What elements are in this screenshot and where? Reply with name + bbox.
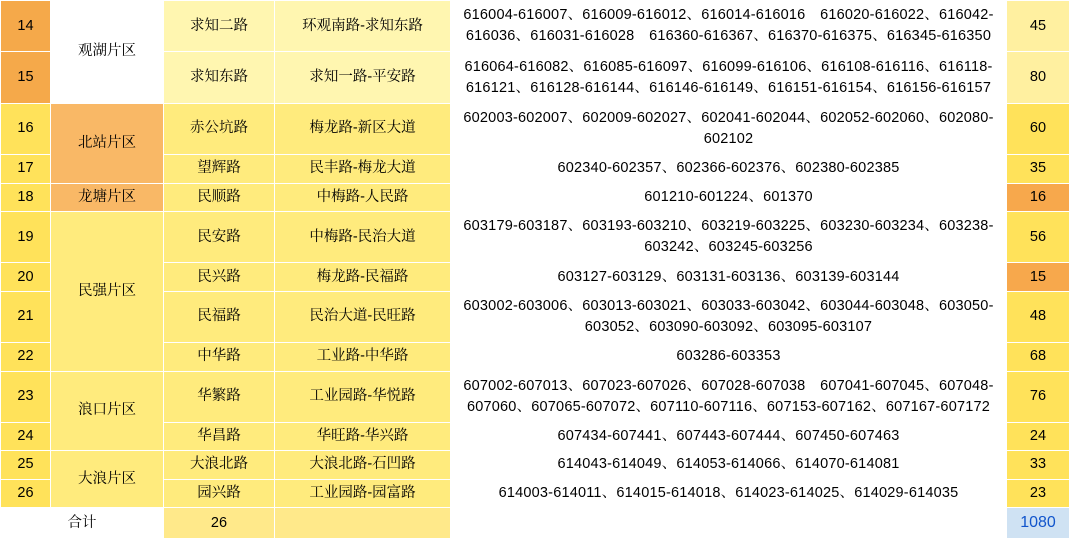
number-range: 607002-607013、607023-607026、607028-607038 607041-607045、607048-607060、607065-607072、607110-607116、607153-607162、607167-607172 <box>451 371 1007 422</box>
table-row <box>1 183 1069 211</box>
total-range-blank <box>451 508 1007 539</box>
count-value: 15 <box>1007 263 1069 291</box>
row-index: 24 <box>1 422 51 450</box>
total-row <box>1 508 1069 539</box>
road-name: 华昌路 <box>164 422 275 450</box>
road-name: 民福路 <box>164 291 275 342</box>
row-index: 25 <box>1 451 51 479</box>
number-range: 603286-603353 <box>451 343 1007 371</box>
row-index: 16 <box>1 103 51 154</box>
area-name: 民强片区 <box>51 211 164 371</box>
road-segment: 中梅路-民治大道 <box>275 211 451 262</box>
road-name: 园兴路 <box>164 479 275 507</box>
road-segment: 中梅路-人民路 <box>275 183 451 211</box>
row-index: 22 <box>1 343 51 371</box>
road-segment: 民治大道-民旺路 <box>275 291 451 342</box>
table-row <box>1 103 1069 154</box>
count-value: 35 <box>1007 155 1069 183</box>
road-segment: 华旺路-华兴路 <box>275 422 451 450</box>
road-segment: 求知一路-平安路 <box>275 52 451 103</box>
number-range: 603002-603006、603013-603021、603033-603042、603044-603048、603050-603052、603090-603092、603095-603107 <box>451 291 1007 342</box>
row-index: 26 <box>1 479 51 507</box>
area-name: 观湖片区 <box>51 1 164 104</box>
total-count: 1080 <box>1007 508 1069 539</box>
table-row <box>1 451 1069 479</box>
road-name: 求知二路 <box>164 1 275 52</box>
row-index: 17 <box>1 155 51 183</box>
table-row <box>1 211 1069 262</box>
count-value: 45 <box>1007 1 1069 52</box>
row-index: 18 <box>1 183 51 211</box>
road-segment: 工业园路-园富路 <box>275 479 451 507</box>
count-value: 16 <box>1007 183 1069 211</box>
road-name: 中华路 <box>164 343 275 371</box>
road-segment: 大浪北路-石凹路 <box>275 451 451 479</box>
road-name: 望辉路 <box>164 155 275 183</box>
number-range: 614003-614011、614015-614018、614023-614025、614029-614035 <box>451 479 1007 507</box>
road-segment: 梅龙路-民福路 <box>275 263 451 291</box>
count-value: 56 <box>1007 211 1069 262</box>
row-index: 20 <box>1 263 51 291</box>
row-index: 21 <box>1 291 51 342</box>
count-value: 80 <box>1007 52 1069 103</box>
count-value: 48 <box>1007 291 1069 342</box>
area-name: 龙塘片区 <box>51 183 164 211</box>
number-range: 607434-607441、607443-607444、607450-607463 <box>451 422 1007 450</box>
count-value: 33 <box>1007 451 1069 479</box>
road-segment: 梅龙路-新区大道 <box>275 103 451 154</box>
row-index: 15 <box>1 52 51 103</box>
road-name: 华繁路 <box>164 371 275 422</box>
count-value: 76 <box>1007 371 1069 422</box>
row-index: 23 <box>1 371 51 422</box>
number-range: 602003-602007、602009-602027、602041-602044、602052-602060、602080-602102 <box>451 103 1007 154</box>
table-row <box>1 1 1069 52</box>
road-name: 求知东路 <box>164 52 275 103</box>
number-range: 602340-602357、602366-602376、602380-602385 <box>451 155 1007 183</box>
row-index: 14 <box>1 1 51 52</box>
number-range: 616004-616007、616009-616012、616014-616016 616020-616022、616042-616036、616031-616028 616360-616367、616370-616375、616345-616350 <box>451 1 1007 52</box>
area-name: 北站片区 <box>51 103 164 183</box>
number-range: 603179-603187、603193-603210、603219-603225、603230-603234、603238-603242、603245-603256 <box>451 211 1007 262</box>
number-range: 603127-603129、603131-603136、603139-603144 <box>451 263 1007 291</box>
number-range: 616064-616082、616085-616097、616099-616106、616108-616116、616118-616121、616128-616144、616146-616149、616151-616154、616156-616157 <box>451 52 1007 103</box>
row-index: 19 <box>1 211 51 262</box>
number-range: 614043-614049、614053-614066、614070-614081 <box>451 451 1007 479</box>
road-name: 赤公坑路 <box>164 103 275 154</box>
area-name: 大浪片区 <box>51 451 164 508</box>
area-name: 浪口片区 <box>51 371 164 451</box>
total-segment-blank <box>275 508 451 539</box>
road-segment: 工业园路-华悦路 <box>275 371 451 422</box>
count-value: 23 <box>1007 479 1069 507</box>
road-segment: 环观南路-求知东路 <box>275 1 451 52</box>
number-range: 601210-601224、601370 <box>451 183 1007 211</box>
count-value: 68 <box>1007 343 1069 371</box>
count-value: 60 <box>1007 103 1069 154</box>
road-segment: 工业路-中华路 <box>275 343 451 371</box>
table-body <box>1 1 1069 539</box>
count-value: 24 <box>1007 422 1069 450</box>
total-roads: 26 <box>164 508 275 539</box>
road-name: 大浪北路 <box>164 451 275 479</box>
road-segment: 民丰路-梅龙大道 <box>275 155 451 183</box>
road-name: 民兴路 <box>164 263 275 291</box>
road-name: 民顺路 <box>164 183 275 211</box>
road-name: 民安路 <box>164 211 275 262</box>
total-label: 合计 <box>1 508 164 539</box>
table-row <box>1 371 1069 422</box>
